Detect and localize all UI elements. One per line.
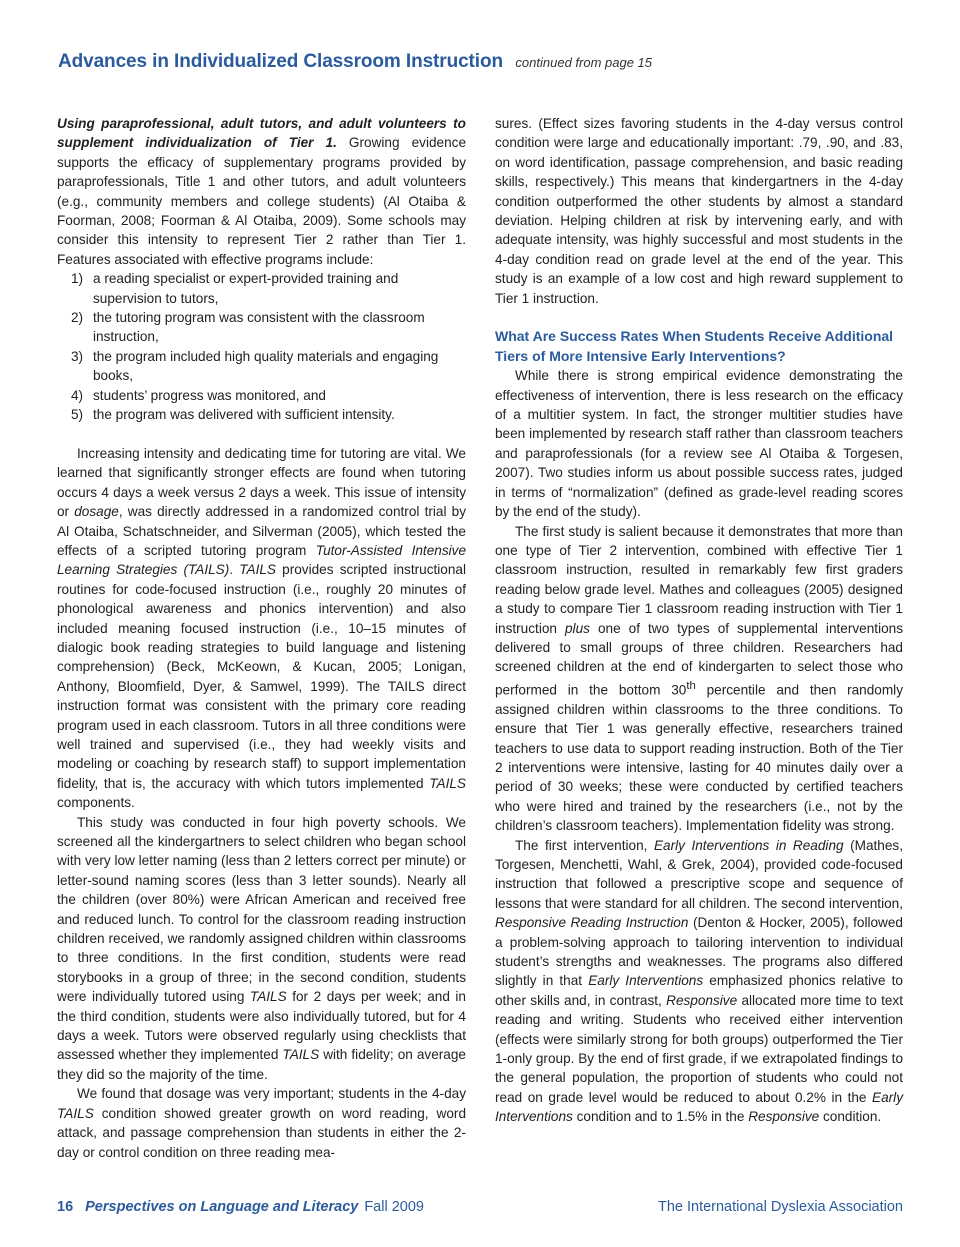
page-footer — [57, 1199, 903, 1223]
tutoring-intensity-paragraph — [57, 444, 466, 813]
text-run: for 2 days per week; and in the third condition, students were also individually tutored, but for 4 days a week. Tutors were observed regularly using checklists that assessed whether they implemented — [57, 989, 466, 1063]
list-number: 4) — [71, 387, 84, 403]
list-text: the program included high quality materials and engaging books, — [93, 348, 439, 384]
list-item — [57, 347, 466, 386]
list-text: a reading specialist or expert-provided training and supervision to tutors, — [93, 271, 399, 306]
text-run: condition and to 1.5% in the — [572, 1109, 749, 1125]
text-run: The first study is salient because it demonstrates that more than one type of Tier 2 intervention, combined with effective Tier 1 classroom instruction, resulted in remarkably few first graders reading below grade level. Mathes and colleagues (2005) designed a study to compare Tier 1 classroom reading instruction with Tier 1 instruction — [495, 523, 903, 636]
intro-heading: Using paraprofessional, adult tutors, and adult volunteers to supplement individualization of Tier 1. — [57, 116, 466, 151]
text-run: TAILS — [57, 1105, 94, 1121]
journal-title: Perspectives on Language and Literacy — [85, 1199, 359, 1215]
organization-name: The International Dyslexia Association — [657, 1199, 903, 1215]
issue-season: Fall 2009 — [364, 1199, 424, 1215]
text-run: one of two types of supplemental interventions delivered to small groups of three children. Researchers had screened children at the end of kindergarten to select those who performed in the bottom 30 — [495, 620, 904, 698]
text-run: . — [229, 562, 240, 578]
text-run: TAILS — [249, 989, 287, 1005]
text-run: with fidelity; on average they did so the majority of the time. — [57, 1047, 466, 1082]
multitier-paragraph: While there is strong empirical evidence demonstrating the effectiveness of intervention, there is less research on the efficacy of a multitier system. In fact, the stronger multitier studies have been implemented by research staff rather than classroom teachers and paraprofessionals (for a review see Al Otaiba & Torgesen, 2007). Two studies inform us about possible success rates, judged in terms of “normalization” (defined as grade-level reading scores by the end of the study). — [495, 368, 903, 520]
text-run: (Denton & Hocker, 2005), followed a problem-solving approach to tailoring intervention to individual student’s strengths and weaknesses. The programs also differed slightly in that — [495, 915, 903, 989]
list-text: students’ progress was monitored, and — [93, 387, 326, 403]
list-item — [57, 308, 466, 347]
text-run: components. — [57, 795, 135, 811]
list-item — [57, 405, 466, 424]
interventions-paragraph — [495, 836, 903, 1127]
text-run: emphasized phonics relative to other skills and, in contrast, — [495, 973, 903, 1008]
superscript: th — [686, 679, 696, 692]
section-heading: What Are Success Rates When Students Receive Additional Tiers of More Intensive Early Interventions? — [495, 328, 894, 364]
page-number: 16 — [57, 1199, 74, 1215]
right-column — [495, 114, 903, 1127]
text-run: Early Interventions — [495, 1089, 903, 1125]
text-run: The first intervention, — [515, 837, 654, 853]
text-run: condition. — [819, 1109, 882, 1125]
text-run: We found that dosage was very important; students in the 4-day — [77, 1086, 466, 1102]
text-run: Responsive Reading Instruction — [495, 915, 689, 931]
list-number: 2) — [71, 310, 84, 326]
list-text: the program was delivered with sufficient intensity. — [93, 407, 395, 423]
text-run: condition showed greater growth on word reading, word attack, and passage comprehension than students in either the 2-day or control condition on three reading mea- — [57, 1105, 466, 1160]
effect-sizes-paragraph: sures. (Effect sizes favoring students in the 4-day versus control condition were large and educationally important: .79, .90, and .83, on word identification, passage comprehension, and basic reading skills, respectively.) This means that kindergartners in the 4-day condition outperformed the other students by almost a standard deviation. Helping children at risk by intervening early, and with adequate intensity, was highly successful and most students in the 4-day condition read on grade level at the end of the year. This study is an example of a low cost and high reward supplement to Tier 1 instruction. — [495, 116, 903, 306]
text-run: Early Interventions in Reading — [653, 837, 844, 853]
intro-paragraph — [57, 114, 466, 269]
page-header — [58, 51, 918, 81]
article-title: Advances in Individualized Classroom Instruction — [58, 51, 503, 72]
intro-body: Growing evidence supports the efficacy of supplementary programs provided by paraprofessionals, Title 1 and other tutors, and adult volunteers (e.g., community members and college students) (Al Otaiba & Foorman, 2008; Foorman & Al Otaiba, 2009). Some schools may consider this intensity to represent Tier 2 rather than Tier 1. Features associated with effective programs include: — [57, 135, 467, 267]
list-number: 3) — [71, 348, 84, 364]
text-run: allocated more time to text reading and writing. Students who received either intervention (effects were similarly strong for both groups) outperformed the Tier 1-only group. By the end of first grade, if we extrapolated findings to the general population, the proportion of students who could not read on grade level would be reduced to about 0.2% in the — [495, 992, 903, 1105]
text-run: percentile and then randomly assigned children within classrooms to the three conditions. To ensure that Tier 1 was generally effective, researchers trained teachers to use data to support reading instruction. Both of the Tier 2 interventions were intensive, lasting for 40 minutes daily over a period of 30 weeks; these were conducted by certified teachers who were hired and trained by the researchers (i.e., not by the children’s classroom teachers). Implementation fidelity was strong. — [495, 682, 903, 834]
dosage-findings-paragraph — [57, 1084, 466, 1162]
text-run: TAILS — [282, 1047, 320, 1063]
text-run: Increasing intensity and dedicating time for tutoring are vital. We learned that significantly stronger effects are found when tutoring occurs 4 days a week versus 2 days a week. This issue of intensity or — [57, 445, 466, 520]
text-run: TAILS — [239, 562, 276, 578]
list-item — [57, 269, 466, 308]
text-run: Tutor-Assisted Intensive Learning Strategies (TAILS) — [57, 542, 467, 578]
text-run: Responsive — [666, 992, 738, 1008]
left-column — [57, 114, 466, 1162]
text-run: Early Interventions — [588, 973, 704, 989]
continued-note: continued from page 15 — [515, 55, 653, 70]
list-number: 5) — [71, 407, 84, 423]
text-run: This study was conducted in four high poverty schools. We screened all the kindergartners to select children who began school with very low letter naming (less than 2 letters correct per minute) or letter-sound naming scores (less than 3 letter sounds). Nearly all the children (over 80%) were African American and received free and reduced lunch. To control for the classroom reading instruction children received, we randomly assigned children within classrooms to three conditions. In the first condition, students were read storybooks in a group of three; in the second condition, students were individually tutored using — [57, 814, 466, 1005]
text-run: Responsive — [748, 1109, 820, 1125]
list-text: the tutoring program was consistent with the classroom instruction, — [93, 310, 425, 345]
text-run: provides scripted instructional routines for code-focused instruction (i.e., roughly 20 minutes of phonological awareness and phonics intervention) and also included meaning focused instruction (i.e., 10–15 minutes of dialogic book reading strategies to build language and listening comprehension) (Beck, McKeown, & Kucan, 2005; Lonigan, Anthony, Bloomfield, Dyer, & Samwel, 1999). The TAILS direct instruction format was consistent with the primary core reading program used in each classroom. Tutors in all three conditions were well trained and supervised (i.e., they had weekly visits and modeling or coaching by research staff) to support implementation fidelity, that is, the accuracy with which tutors implemented — [57, 562, 466, 791]
first-study-paragraph — [495, 522, 903, 836]
text-run: TAILS — [429, 775, 466, 791]
study-conduct-paragraph — [57, 813, 466, 1085]
list-item — [57, 386, 466, 405]
text-run: dosage — [74, 504, 119, 520]
list-number: 1) — [71, 271, 84, 287]
features-list — [57, 269, 466, 424]
text-run: plus — [564, 620, 590, 636]
text-run: , was directly addressed in a randomized control trial by Al Otaiba, Schatschneider, and Silverman (2005), which tested the effects of a scripted tutoring program — [57, 504, 466, 558]
text-run: (Mathes, Torgesen, Menchetti, Wahl, & Grek, 2004), provided code-focused instruction that followed a prescriptive scope and sequence of lessons that were standard for all children. The second intervention, — [495, 837, 903, 911]
